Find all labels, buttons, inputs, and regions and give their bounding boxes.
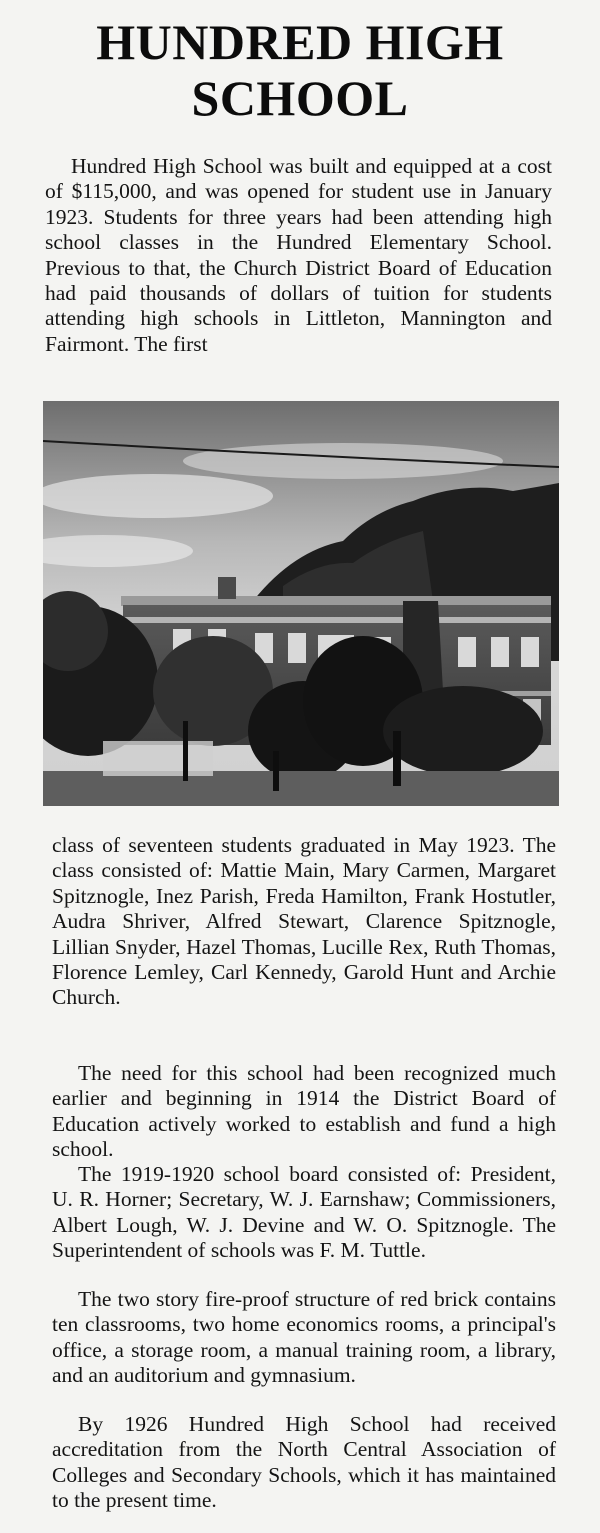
title-line-2: SCHOOL [191,70,409,126]
paragraph-school-board: The 1919-1920 school board consisted of: President, U. R. Horner; Secretary, W. J. Earnshaw; Commissioners, Albert Lough, W. J. Devine and W. O. Spitznogle. The Superintendent of schools was F. M. Tuttle. [52,1162,556,1263]
school-building-photo [43,401,559,806]
title-line-1: HUNDRED HIGH [96,14,504,70]
paragraph-intro: Hundred High School was built and equipped at a cost of $115,000, and was opened for student use in January 1923. Students for three years had been attending high school classes in the Hundred Elementary School. Previous to that, the Church District Board of Education had paid thousands of dollars of tuition for students attending high schools in Littleton, Mannington and Fairmont. The first [45,154,552,356]
paragraph-first-class: class of seventeen students graduated in May 1923. The class consisted of: Mattie Main, Mary Carmen, Margaret Spitznogle, Inez Parish, Freda Hamilton, Frank Hostutler, Audra Shriver, Alfred Stewart, Clarence Spitznogle, Lillian Snyder, Hazel Thomas, Lucille Rex, Ruth Thomas, Florence Lemley, Carl Kennedy, Garold Hunt and Archie Church. [52,833,556,1010]
paragraph-structure: The two story fire-proof structure of red brick contains ten classrooms, two home economics rooms, a principal's office, a storage room, a manual training room, a library, and an auditorium and gymnasium. [52,1287,556,1388]
paragraph-accreditation: By 1926 Hundred High School had received accreditation from the North Central Association of Colleges and Secondary Schools, which it has maintained to the present time. [52,1412,556,1513]
paragraph-need: The need for this school had been recognized much earlier and beginning in 1914 the District Board of Education actively worked to establish and fund a high school. [52,1061,556,1162]
article-title [20,14,580,126]
